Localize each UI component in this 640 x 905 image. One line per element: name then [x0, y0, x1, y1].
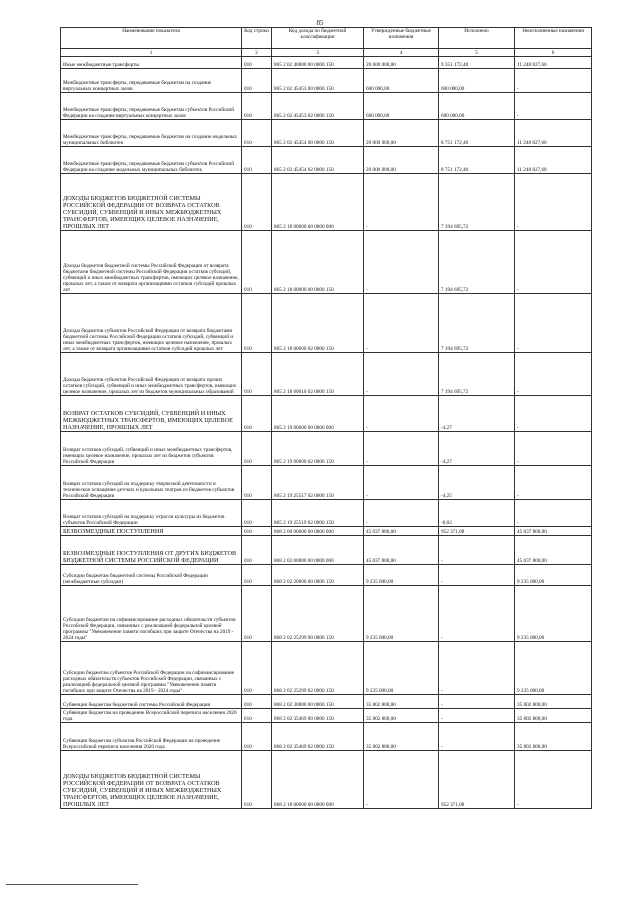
row-income-code: 865 2 19 00000 00 0000 000: [272, 396, 364, 432]
row-approved: 20 000 000,00: [364, 120, 439, 147]
table-row: [61, 147, 592, 174]
row-line-code: 010: [242, 723, 272, 751]
row-approved: -: [364, 466, 439, 500]
row-name: БЕЗВОЗМЕЗДНЫЕ ПОСТУПЛЕНИЯ: [61, 527, 242, 536]
row-executed: -4,27: [439, 432, 515, 466]
row-executed: -: [439, 586, 515, 642]
row-executed: -: [439, 642, 515, 695]
row-executed: 9 351 172,40: [439, 57, 515, 69]
row-approved: -: [364, 353, 439, 396]
row-income-code: 868 2 02 35469 00 0000 150: [272, 709, 364, 723]
header-name: Наименование показателя: [61, 28, 242, 49]
row-unexecuted: 45 037 800,00: [515, 527, 592, 536]
row-unexecuted: -: [515, 396, 592, 432]
row-approved: 600 000,00: [364, 69, 439, 93]
row-unexecuted: 35 802 800,00: [515, 709, 592, 723]
table-header-row: [61, 28, 592, 49]
row-unexecuted: 45 037 800,00: [515, 536, 592, 565]
row-name: Субсидии бюджетам на софинансирование расходных обязательств субъектов Российской Федерации, связанных с реализацией федеральной целевой программы "Увековечение памяти погибших при защите Отечества на 2019 - 2024 годы": [61, 586, 242, 642]
row-executed: -: [439, 536, 515, 565]
row-line-code: 010: [242, 147, 272, 174]
row-unexecuted: -: [515, 751, 592, 809]
table-row: [61, 93, 592, 120]
row-income-code: 868 2 02 30000 00 0000 150: [272, 695, 364, 709]
row-line-code: 010: [242, 353, 272, 396]
row-approved: 9 235 000,00: [364, 642, 439, 695]
row-name: Межбюджетные трансферты, передаваемые бюджетам на создание модельных муниципальных библиотек: [61, 120, 242, 147]
row-income-code: 865 2 18 60010 02 0000 150: [272, 353, 364, 396]
row-approved: -: [364, 231, 439, 294]
column-number: 3: [272, 49, 364, 57]
row-unexecuted: 35 802 800,00: [515, 695, 592, 709]
row-unexecuted: -: [515, 432, 592, 466]
table-row: [61, 565, 592, 586]
row-line-code: 010: [242, 120, 272, 147]
row-executed: -: [439, 709, 515, 723]
row-income-code: 865 2 02 45454 02 0000 150: [272, 147, 364, 174]
row-name: Субвенции бюджетам бюджетной системы Российской Федерации: [61, 695, 242, 709]
footnote-divider: [6, 884, 138, 885]
header-line-code: Код строки: [242, 28, 272, 49]
row-executed: 7 194 695,72: [439, 294, 515, 353]
table-row: [61, 536, 592, 565]
row-line-code: 010: [242, 500, 272, 527]
row-line-code: 010: [242, 709, 272, 723]
row-name: ДОХОДЫ БЮДЖЕТОВ БЮДЖЕТНОЙ СИСТЕМЫ РОССИЙСКОЙ ФЕДЕРАЦИИ ОТ ВОЗВРАТА ОСТАТКОВ СУБСИДИЙ, СУБВЕНЦИЙ И ИНЫХ МЕЖБЮДЖЕТНЫХ ТРАНСФЕРТОВ, ИМЕЮЩИХ ЦЕЛЕВОЕ НАЗНАЧЕНИЕ, ПРОШЛЫХ ЛЕТ: [61, 751, 242, 809]
row-executed: 600 000,00: [439, 93, 515, 120]
row-executed: 8 751 172,40: [439, 120, 515, 147]
row-approved: 9 235 000,00: [364, 565, 439, 586]
row-approved: -: [364, 294, 439, 353]
row-line-code: 010: [242, 751, 272, 809]
table-row: [61, 709, 592, 723]
row-name: Межбюджетные трансферты, передаваемые бюджетам субъектов Российской Федерации на создание виртуальных концертных залов: [61, 93, 242, 120]
row-unexecuted: 9 235 000,00: [515, 642, 592, 695]
table-row: [61, 432, 592, 466]
row-name: БЕЗВОЗМЕЗДНЫЕ ПОСТУПЛЕНИЯ ОТ ДРУГИХ БЮДЖЕТОВ БЮДЖЕТНОЙ СИСТЕМЫ РОССИЙСКОЙ ФЕДЕРАЦИИ: [61, 536, 242, 565]
row-line-code: 010: [242, 527, 272, 536]
row-executed: -4,25: [439, 466, 515, 500]
row-name: Доходы бюджетов бюджетной системы Российской Федерации от возврата бюджетами бюджетной системы Российской Федерации остатков субсидий, субвенций и иных межбюджетных трансфертов, имеющих целевое назначение, прошлых лет, а также от возврата организациями остатков субсидий прошлых лет: [61, 231, 242, 294]
column-number: 1: [61, 49, 242, 57]
row-executed: 952 371,08: [439, 527, 515, 536]
table-row: [61, 174, 592, 231]
row-name: Межбюджетные трансферты, передаваемые бюджетам на создание виртуальных концертных залов: [61, 69, 242, 93]
row-name: Межбюджетные трансферты, передаваемые бюджетам субъектов Российской Федерации на создание модельных муниципальных библиотек: [61, 147, 242, 174]
table-row: [61, 353, 592, 396]
table-row: [61, 642, 592, 695]
column-number: 5: [439, 49, 515, 57]
table-row: [61, 500, 592, 527]
table-row: [61, 294, 592, 353]
row-line-code: 010: [242, 586, 272, 642]
table-row: [61, 120, 592, 147]
row-unexecuted: 11 248 827,60: [515, 120, 592, 147]
row-unexecuted: -: [515, 174, 592, 231]
row-unexecuted: -: [515, 500, 592, 527]
row-name: Субвенции бюджетам субъектов Российской Федерации на проведение Всероссийской переписи населения 2020 года: [61, 723, 242, 751]
row-approved: 20 600 000,00: [364, 57, 439, 69]
row-income-code: 865 2 18 00000 00 0000 000: [272, 174, 364, 231]
row-unexecuted: -: [515, 466, 592, 500]
row-unexecuted: 9 235 000,00: [515, 565, 592, 586]
table-row: [61, 723, 592, 751]
page-number: 85: [316, 19, 324, 27]
row-line-code: 010: [242, 642, 272, 695]
row-line-code: 010: [242, 57, 272, 69]
row-line-code: 010: [242, 396, 272, 432]
row-unexecuted: -: [515, 69, 592, 93]
row-name: ВОЗВРАТ ОСТАТКОВ СУБСИДИЙ, СУБВЕНЦИЙ И ИНЫХ МЕЖБЮДЖЕТНЫХ ТРАНСФЕРТОВ, ИМЕЮЩИХ ЦЕЛЕВОЕ НАЗНАЧЕНИЕ, ПРОШЛЫХ ЛЕТ: [61, 396, 242, 432]
row-approved: 600 000,00: [364, 93, 439, 120]
header-unexecuted: Неисполненные назначения: [515, 28, 592, 49]
row-line-code: 010: [242, 432, 272, 466]
row-approved: -: [364, 500, 439, 527]
row-name: ДОХОДЫ БЮДЖЕТОВ БЮДЖЕТНОЙ СИСТЕМЫ РОССИЙСКОЙ ФЕДЕРАЦИИ ОТ ВОЗВРАТА ОСТАТКОВ СУБСИДИЙ, СУБВЕНЦИЙ И ИНЫХ МЕЖБЮДЖЕТНЫХ ТРАНСФЕРТОВ, ИМЕЮЩИХ ЦЕЛЕВОЕ НАЗНАЧЕНИЕ, ПРОШЛЫХ ЛЕТ: [61, 174, 242, 231]
row-line-code: 010: [242, 231, 272, 294]
row-name: Доходы бюджетов субъектов Российской Федерации от возврата бюджетами бюджетной системы Российской Федерации остатков субсидий, субвенций и иных межбюджетных трансфертов, имеющих целевое назначение, прошлых лет, а также от возврата организациями остатков субсидий прошлых лет: [61, 294, 242, 353]
table-row: [61, 231, 592, 294]
row-name: Возврат остатков субсидий на поддержку творческой деятельности и техническое оснащение детских и кукольных театров из бюджетов субъектов Российской Федерации: [61, 466, 242, 500]
row-line-code: 010: [242, 93, 272, 120]
row-unexecuted: -: [515, 353, 592, 396]
row-name: Доходы бюджетов субъектов Российской Федерации от возврата прочих остатков субсидий, субвенций и иных межбюджетных трансфертов, имеющих целевое назначение, прошлых лет из бюджетов муниципальных образований: [61, 353, 242, 396]
column-numbers-row: [61, 49, 592, 57]
row-executed: 7 194 695,72: [439, 231, 515, 294]
row-approved: -: [364, 751, 439, 809]
row-income-code: 865 2 18 00000 02 0000 150: [272, 294, 364, 353]
row-line-code: 010: [242, 69, 272, 93]
row-approved: 45 037 800,00: [364, 527, 439, 536]
row-unexecuted: -: [515, 294, 592, 353]
header-income-code: Код дохода по бюджетной классификации: [272, 28, 364, 49]
table-row: [61, 396, 592, 432]
table-row: [61, 695, 592, 709]
row-line-code: 010: [242, 695, 272, 709]
row-executed: 7 194 695,72: [439, 174, 515, 231]
row-approved: 9 235 000,00: [364, 586, 439, 642]
column-number: 2: [242, 49, 272, 57]
row-name: Субсидии бюджетам субъектов Российской Федерации на софинансирование расходных обязательств субъектов Российской Федерации, связанных с реализацией федеральной целевой программы "Увековечение памяти погибших при защите Отечества на 2019 - 2024 годы": [61, 642, 242, 695]
row-line-code: 010: [242, 466, 272, 500]
row-income-code: 865 2 18 00000 00 0000 150: [272, 231, 364, 294]
row-unexecuted: 11 248 827,60: [515, 147, 592, 174]
row-name: Возврат остатков субсидий на поддержку отрасли культуры из бюджетов субъектов Российской Федерации: [61, 500, 242, 527]
row-approved: -: [364, 432, 439, 466]
row-approved: 35 802 800,00: [364, 709, 439, 723]
row-unexecuted: 35 802 800,00: [515, 723, 592, 751]
row-name: Субсидии бюджетам бюджетной системы Российской Федерации (межбюджетные субсидии): [61, 565, 242, 586]
table-row: [61, 69, 592, 93]
row-name: Иные межбюджетные трансферты: [61, 57, 242, 69]
row-executed: 600 000,00: [439, 69, 515, 93]
row-executed: -: [439, 565, 515, 586]
row-income-code: 868 2 00 00000 00 0000 000: [272, 527, 364, 536]
row-approved: 20 000 000,00: [364, 147, 439, 174]
row-executed: 952 371,08: [439, 751, 515, 809]
row-income-code: 868 2 02 20000 00 0000 150: [272, 565, 364, 586]
column-number: 4: [364, 49, 439, 57]
table-row: [61, 527, 592, 536]
row-executed: -0,02: [439, 500, 515, 527]
row-income-code: 868 2 02 35469 02 0000 150: [272, 723, 364, 751]
row-executed: -: [439, 723, 515, 751]
row-approved: -: [364, 174, 439, 231]
table-row: [61, 586, 592, 642]
row-line-code: 010: [242, 174, 272, 231]
row-approved: -: [364, 396, 439, 432]
row-line-code: 010: [242, 565, 272, 586]
row-approved: 35 802 800,00: [364, 723, 439, 751]
table-row: [61, 751, 592, 809]
row-executed: 7 194 695,72: [439, 353, 515, 396]
table-row: [61, 57, 592, 69]
row-line-code: 010: [242, 294, 272, 353]
row-approved: 35 802 800,00: [364, 695, 439, 709]
header-approved: Утвержденные бюджетные назначения: [364, 28, 439, 49]
row-income-code: 865 2 02 40000 00 0000 150: [272, 57, 364, 69]
row-executed: -: [439, 695, 515, 709]
table-row: [61, 466, 592, 500]
column-number: 6: [515, 49, 592, 57]
row-income-code: 865 2 02 45454 00 0000 150: [272, 120, 364, 147]
row-income-code: 865 2 19 00000 02 0000 150: [272, 432, 364, 466]
row-unexecuted: 11 248 827,60: [515, 57, 592, 69]
row-income-code: 868 2 18 00000 00 0000 000: [272, 751, 364, 809]
row-income-code: 868 2 02 25299 02 0000 150: [272, 642, 364, 695]
row-unexecuted: -: [515, 231, 592, 294]
row-income-code: 865 2 02 45453 00 0000 150: [272, 69, 364, 93]
row-income-code: 868 2 02 25299 00 0000 150: [272, 586, 364, 642]
income-table: [60, 27, 592, 809]
row-income-code: 868 2 02 00000 00 0000 000: [272, 536, 364, 565]
row-income-code: 865 2 02 45453 02 0000 150: [272, 93, 364, 120]
header-executed: Исполнено: [439, 28, 515, 49]
row-approved: 45 037 800,00: [364, 536, 439, 565]
row-line-code: 010: [242, 536, 272, 565]
row-name: Возврат остатков субсидий, субвенций и иных межбюджетных трансфертов, имеющих целевое назначение, прошлых лет из бюджетов субъектов Российской Федерации: [61, 432, 242, 466]
row-unexecuted: -: [515, 93, 592, 120]
row-name: Субвенции бюджетам на проведение Всероссийской переписи населения 2020 года: [61, 709, 242, 723]
row-executed: -4,27: [439, 396, 515, 432]
row-income-code: 865 2 19 25519 02 0000 150: [272, 500, 364, 527]
row-unexecuted: 9 235 000,00: [515, 586, 592, 642]
row-executed: 8 751 172,40: [439, 147, 515, 174]
row-income-code: 865 2 19 25517 02 0000 150: [272, 466, 364, 500]
